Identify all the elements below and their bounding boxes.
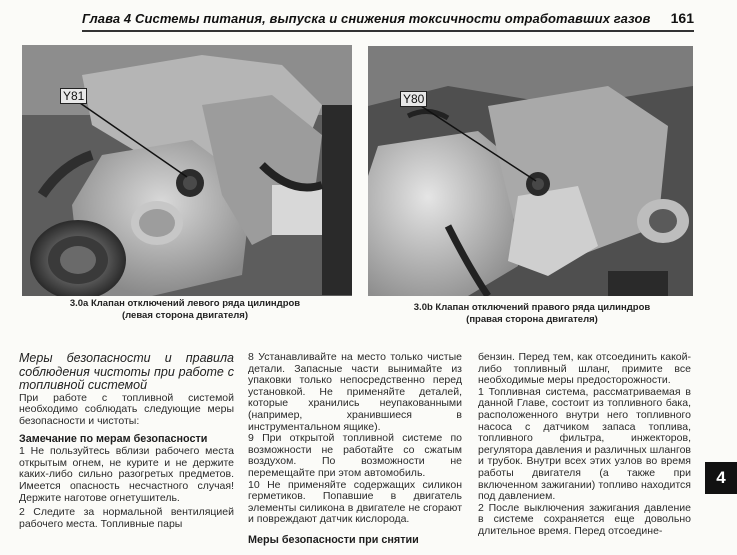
paragraph-1: 1 Топливная система, рассматриваемая в данной Главе, состоит из топливного бака, расположенного внутри него топливного насоса с датчиком запаса топлива, топливного фильтра, инжекторов, регулятора давления и различных шлангов и трубок. Внутри всех этих узлов во время работы двигателя (а также при включенном зажигании) топливо находится под давлением. <box>478 385 691 503</box>
header-rule <box>82 30 694 32</box>
paragraph-continued: бензин. Перед тем, как отсоединить какой-либо топливный шланг, примите все необходимые меры предосторожности. <box>478 351 691 387</box>
engine-photo-left-illustration <box>22 45 352 296</box>
paragraph-8: 8 Устанавливайте на место только чистые детали. Запасные части вынимайте из упаковки только непосредственно перед установкой. Не применяйте деталей, которые хранились неупакованными (например, хранившиеся в инструментальном ящике). <box>248 351 462 433</box>
engine-photo-left <box>22 45 352 296</box>
chapter-tab-marker: 4 <box>705 462 737 494</box>
caption-right-line1: 3.0b Клапан отключений правого ряда цилиндров <box>413 302 651 313</box>
engine-photo-right <box>368 46 693 296</box>
paragraph-9: 9 При открытой топливной системе по возможности не работайте со сжатым воздухом. По возможности не перемещайте при этом автомобиль. <box>248 432 462 479</box>
section-heading: Меры безопасности и правила соблюдения чистоты при работе с топливной системой <box>19 351 234 393</box>
figure-caption-right <box>362 302 702 326</box>
page-number: 161 <box>670 10 694 26</box>
paragraph-1: 1 Не пользуйтесь вблизи рабочего места открытым огнем, не курите и не держите каких-либо сильно разогретых предметов. Имеется опасность несчастного случая! Держите наготове огнетушитель. <box>19 445 234 504</box>
caption-right-line2: (правая сторона двигателя) <box>466 314 598 325</box>
engine-photo-right-illustration <box>368 46 693 296</box>
safety-subheading: Замечание по мерам безопасности <box>19 432 208 445</box>
paragraph-2: 2 После выключения зажигания давление в системе сохраняется еще довольно длительное время. Перед отсоедине- <box>478 501 691 537</box>
caption-left-line2: (левая сторона двигателя) <box>121 310 249 321</box>
text-column-1 <box>19 352 234 530</box>
figure-caption-left <box>20 298 350 322</box>
text-column-3 <box>478 352 691 538</box>
text-column-2 <box>248 352 462 548</box>
chapter-title: Глава 4 Системы питания, выпуска и снижения токсичности отработавших газов <box>82 11 651 26</box>
component-tag-y81: Y81 <box>60 88 87 104</box>
component-tag-y80: Y80 <box>400 91 427 107</box>
removal-subheading: Меры безопасности при снятии <box>248 533 419 546</box>
caption-left-line1: 3.0а Клапан отключений левого ряда цилиндров <box>69 298 301 309</box>
page-header <box>82 10 694 30</box>
paragraph-2: 2 Следите за нормальной вентиляцией рабочего места. Топливные пары <box>19 506 234 530</box>
paragraph-10: 10 Не применяйте содержащих силикон герметиков. Попавшие в двигатель элементы силикона в двигателе не сгорают и повреждают датчик кислорода. <box>248 478 462 526</box>
intro-paragraph: При работе с топливной системой необходимо соблюдать следующие меры безопасности и чистоты: <box>19 391 234 427</box>
